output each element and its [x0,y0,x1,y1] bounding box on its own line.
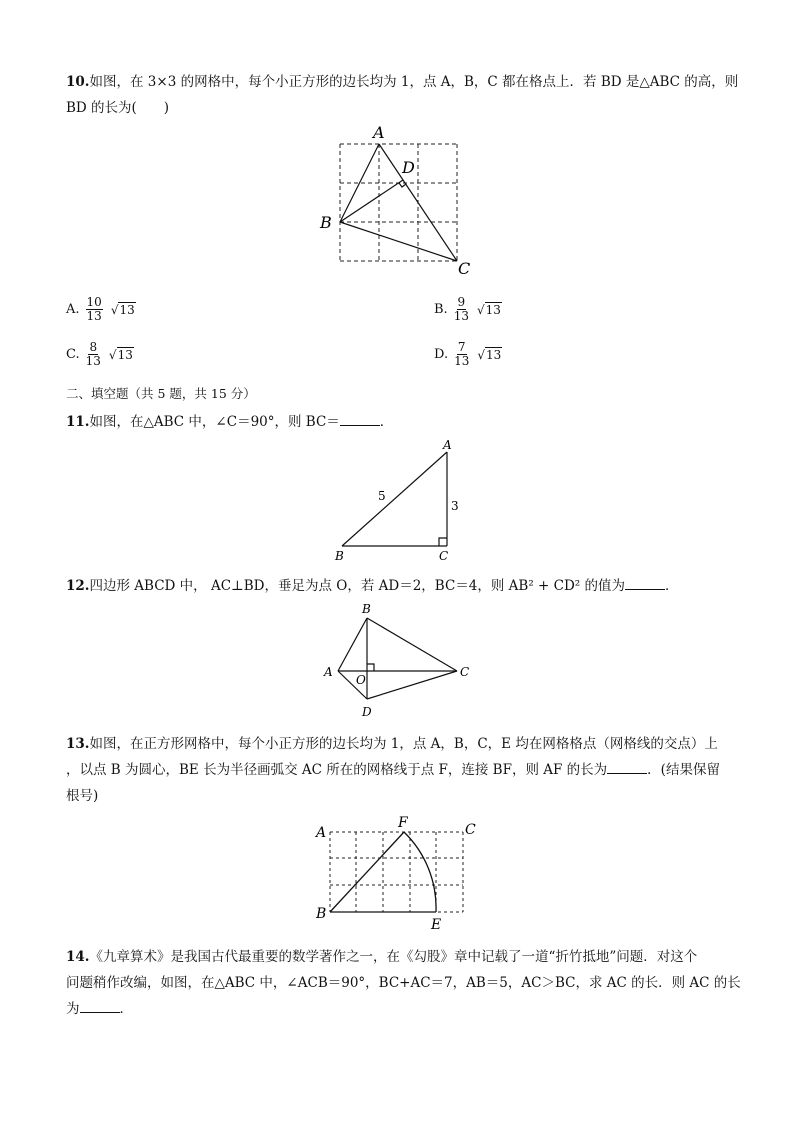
q10-option-a[interactable] [66,296,136,323]
q10-label-b: B [320,213,332,232]
q13-line3: 根号) [66,788,99,804]
q12-label-d: D [362,705,372,719]
q11-label-b: B [335,549,344,563]
q14-line1 [66,945,730,969]
q13-grid-figure [308,812,488,937]
option-sqrt: √13 [108,347,133,362]
q14-line3 [66,997,730,1021]
q10-option-d[interactable] [434,341,502,368]
q10-option-c[interactable] [66,341,134,368]
q13-text-line1: 如图，在正方形网格中，每个小正方形的边长均为 1，点 A，B，C，E 均在网格格点（网格线的交点）上 [89,736,718,752]
answer-blank[interactable] [625,575,665,590]
q13-label-c: C [465,822,476,838]
q12-line [66,574,730,598]
q11-number: 11. [66,414,90,430]
q11-side-ac: 3 [451,499,459,513]
q10-line2: BD 的长为( ) [66,100,170,116]
q13-label-f: F [398,815,408,831]
q10-text-line1: 如图，在 3×3 的网格中，每个小正方形的边长均为 1，点 A，B，C 都在格点上．若 BD 是△ABC 的高，则 [89,74,739,90]
q12-label-c: C [460,665,470,679]
q13-text-line2a: ，以点 B 为圆心，BE 长为半径画弧交 AC 所在的网格线于点 F，连接 BF，则 AF 的长为 [66,762,608,778]
option-fraction: $\frac{9}{13}$ [453,295,469,323]
q12-text: 四边形 ABCD 中， AC⊥BD，垂足为点 O，若 AD＝2，BC＝4，则 AB² + CD² 的值为 [89,578,625,594]
q11-side-ab: 5 [378,489,386,503]
option-letter: A. [66,302,80,317]
q13-label-a: A [316,825,327,841]
option-sqrt: √13 [477,347,502,362]
q14-end: ． [119,1001,133,1017]
q10-label-d: D [402,158,415,177]
q12-end: ． [665,578,679,594]
option-letter: D. [434,347,449,362]
q11-triangle-figure [330,436,470,566]
q13-label-e: E [431,917,442,933]
section-heading: 二、填空题（共 5 题，共 15 分） [66,386,256,401]
q13-line2 [66,758,730,782]
q12-label-a: A [324,665,333,679]
q14-text-line3: 为 [66,1001,80,1017]
q14-line2: 问题稍作改编，如图，在△ABC 中，∠ACB＝90°，BC+AC＝7，AB＝5，AC＞BC，求 AC 的长．则 AC 的长 [66,975,741,991]
q13-text-line2b: ．(结果保留 [647,762,720,778]
q13-label-b: B [316,906,327,922]
q12-number: 12. [66,578,90,594]
option-letter: B. [434,302,448,317]
q11-label-c: C [439,549,449,563]
option-letter: C. [66,347,80,362]
option-sqrt: √13 [110,302,135,317]
q11-label-a: A [443,438,452,452]
q10-grid-figure [316,120,486,280]
q11-line [66,410,730,434]
q12-label-b: B [362,602,371,616]
q10-number: 10. [66,74,90,90]
q14-text-line1: 《九章算术》是我国古代最重要的数学著作之一，在《勾股》章中记载了一道“折竹抵地”问题．对这个 [89,949,698,965]
q12-quadrilateral-figure [318,598,478,723]
q11-text: 如图，在△ABC 中，∠C＝90°，则 BC＝ [89,414,340,430]
option-fraction: $\frac{7}{13}$ [454,340,470,368]
q13-line1 [66,732,730,756]
q10-option-b[interactable] [434,296,502,323]
answer-blank[interactable] [80,998,120,1013]
q10-label-c: C [458,259,471,278]
q13-number: 13. [66,736,90,752]
q10-label-a: A [373,123,385,142]
option-sqrt: √13 [476,302,501,317]
option-fraction: $\frac{8}{13}$ [85,340,101,368]
q11-end: ． [379,414,394,430]
q12-label-o: O [356,673,366,687]
answer-blank[interactable] [340,411,380,426]
option-fraction: $\frac{10}{13}$ [86,295,102,323]
q14-number: 14. [66,949,90,965]
q10-line1 [66,70,739,94]
answer-blank[interactable] [607,759,647,774]
